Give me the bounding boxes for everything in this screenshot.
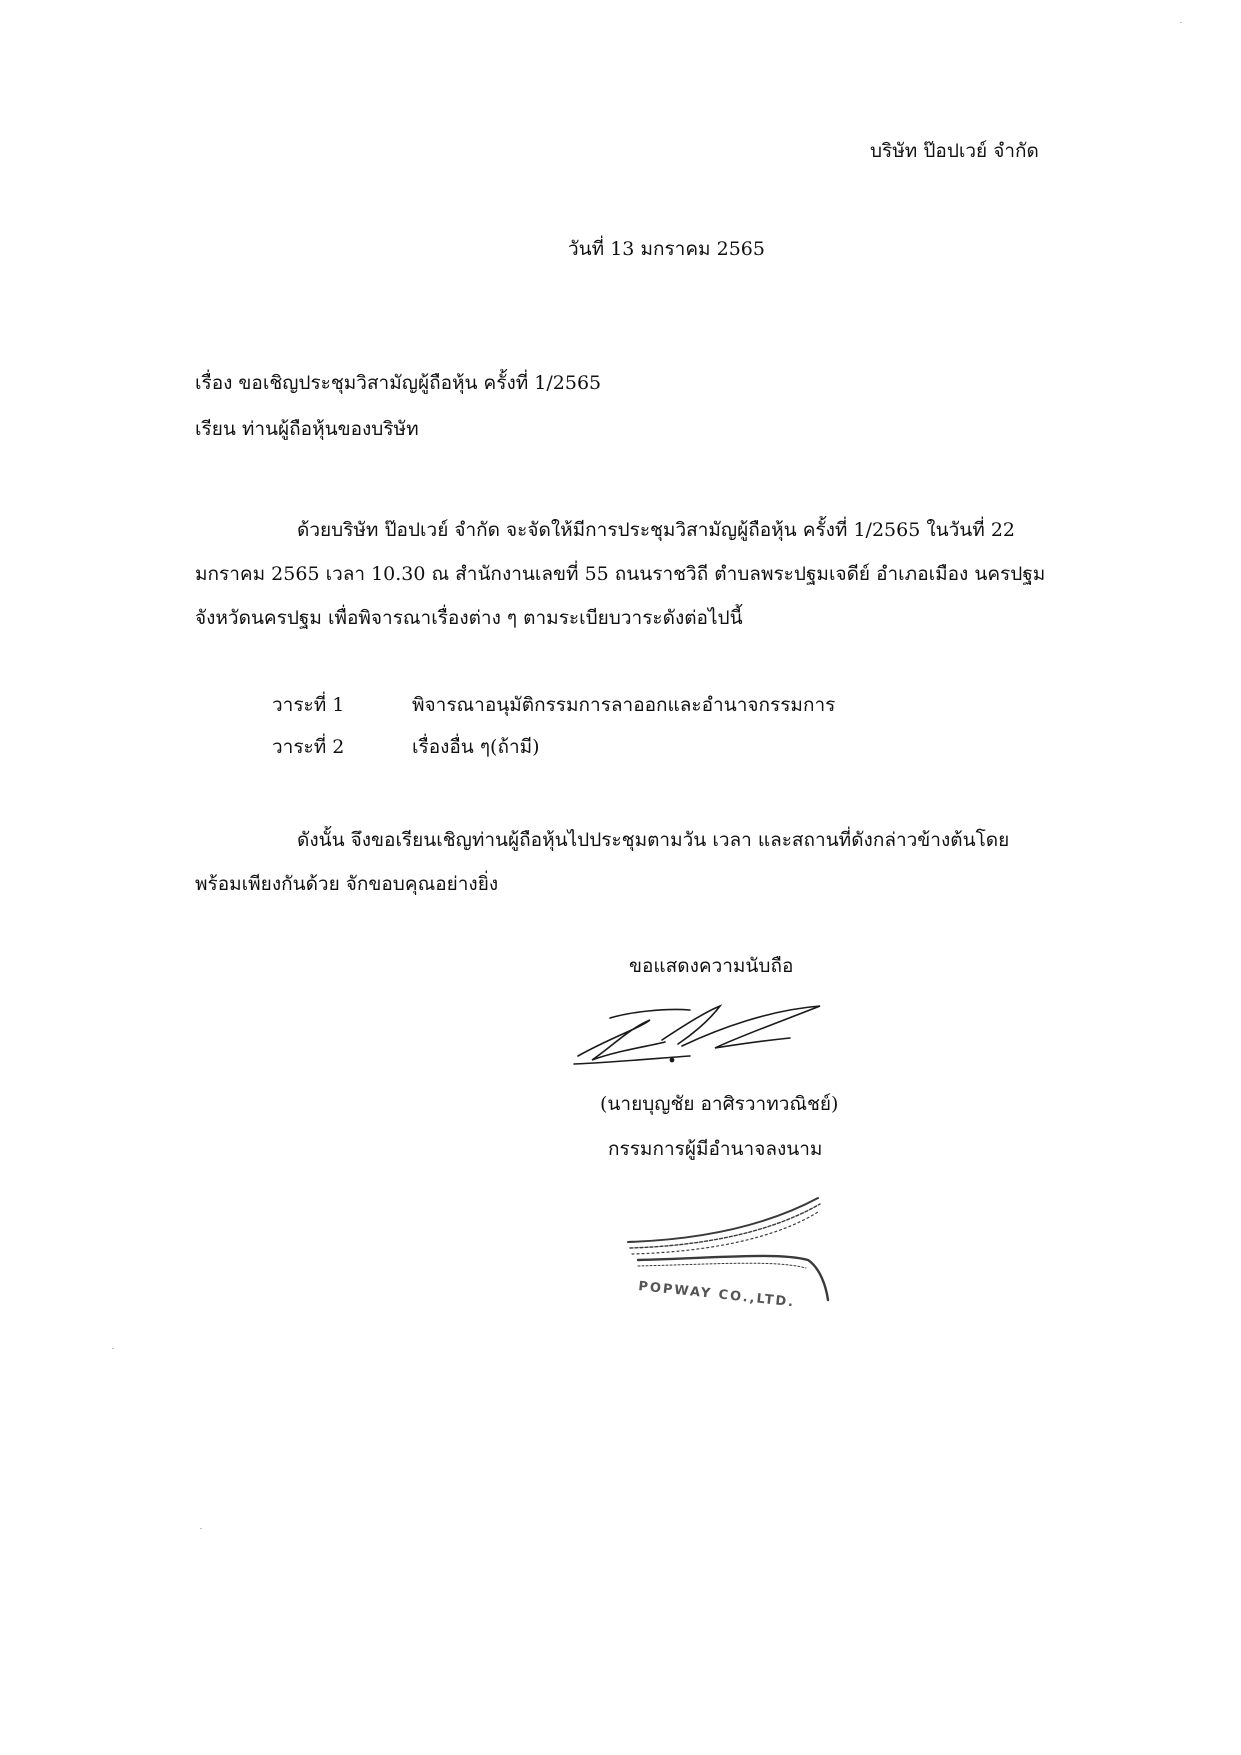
- signer-name: (นายบุญชัย อาศิรวาทวณิชย์): [600, 1093, 839, 1115]
- handwritten-signature: [570, 998, 840, 1078]
- stamp-text: POPWAY CO.,LTD.: [637, 1279, 796, 1311]
- scan-speck: [200, 1528, 202, 1529]
- closing-paragraph: [195, 818, 1055, 906]
- scan-speck: [112, 1348, 114, 1349]
- intro-paragraph: [195, 508, 1055, 640]
- closing-phrase: ขอแสดงความนับถือ: [629, 955, 794, 977]
- signer-title: กรรมการผู้มีอำนาจลงนาม: [608, 1138, 823, 1160]
- subject-line: เรื่อง ขอเชิญประชุมวิสามัญผู้ถือหุ้น ครั้งที่ 1/2565: [195, 372, 602, 394]
- agenda-number: วาระที่ 1: [272, 694, 345, 716]
- scan-speck: [1180, 22, 1182, 23]
- closing-paragraph-text: ดังนั้น จึงขอเรียนเชิญท่านผู้ถือหุ้นไปประชุมตามวัน เวลา และสถานที่ดังกล่าวข้างต้นโดยพร้อมเพียงกันด้วย จักขอบคุณอย่างยิ่ง: [195, 829, 1010, 895]
- agenda-text: พิจารณาอนุมัติกรรมการลาออกและอำนาจกรรมการ: [412, 694, 836, 716]
- agenda-text: เรื่องอื่น ๆ(ถ้ามี): [412, 736, 540, 758]
- company-stamp: [608, 1190, 838, 1320]
- company-name: บริษัท ป๊อปเวย์ จำกัด: [870, 140, 1039, 162]
- intro-paragraph-text: ด้วยบริษัท ป๊อปเวย์ จำกัด จะจัดให้มีการประชุมวิสามัญผู้ถือหุ้น ครั้งที่ 1/2565 ในวันที่ 22 มกราคม 2565 เวลา 10.30 ณ สำนักงานเลขที่ 55 ถนนราชวิถี ตำบลพระปฐมเจดีย์ อำเภอเมือง นครปฐม จังหวัดนครปฐม เพื่อพิจารณาเรื่องต่าง ๆ ตามระเบียบวาระดังต่อไปนี้: [195, 519, 1046, 629]
- letter-date: วันที่ 13 มกราคม 2565: [568, 238, 765, 260]
- agenda-item: [272, 732, 540, 762]
- agenda-number: วาระที่ 2: [272, 736, 345, 758]
- agenda-item: [272, 690, 835, 720]
- salutation-line: เรียน ท่านผู้ถือหุ้นของบริษัท: [195, 418, 419, 440]
